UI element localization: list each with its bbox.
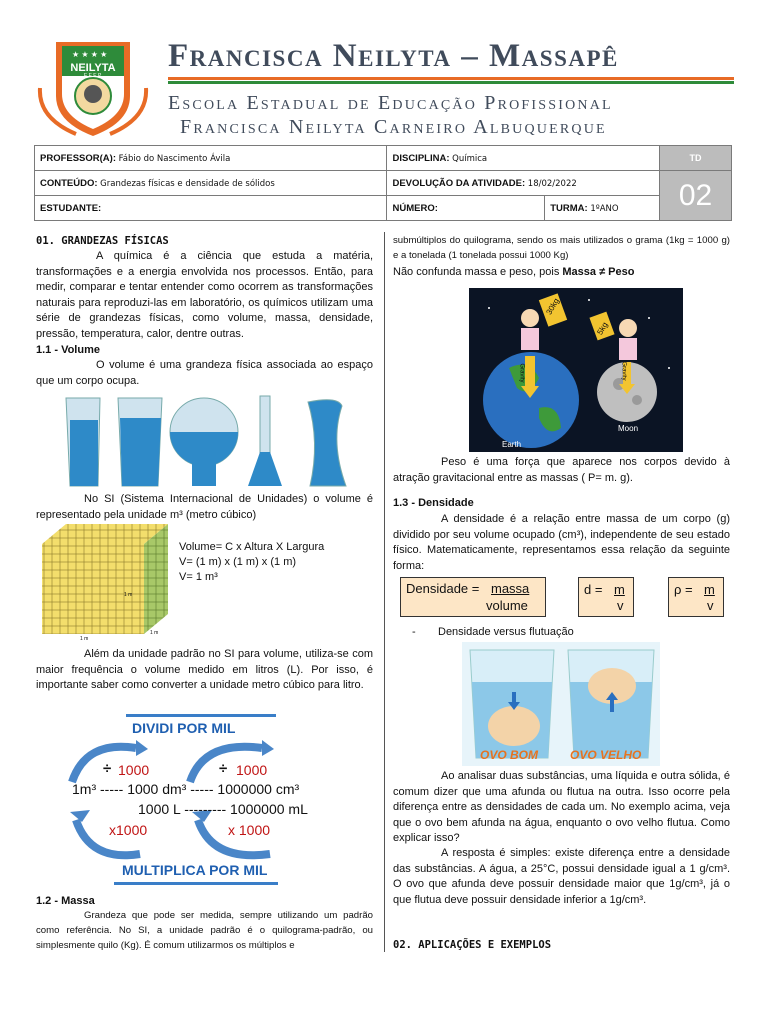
- column-divider: [384, 232, 385, 952]
- orange-stripe: [168, 77, 734, 80]
- devolucao-cell: DEVOLUÇÃO DA ATIVIDADE: 18/02/2022: [387, 171, 660, 196]
- section-1-heading: 01. GRANDEZAS FÍSICAS: [36, 235, 169, 247]
- td-label: TD: [660, 146, 732, 171]
- cube-label-depth: 1 m: [150, 630, 159, 636]
- info-table: [34, 145, 732, 221]
- turma-cell: TURMA: 1ºANO: [545, 196, 660, 221]
- page-title: Francisca Neilyta – Massapê: [168, 38, 619, 74]
- logo-name: NEILYTA: [70, 62, 116, 74]
- massa-peso-line: Não confunda massa e peso, pois Massa ≠ Peso: [393, 266, 635, 278]
- divide-sign-1: ÷: [103, 760, 112, 777]
- gravity-label-moon: Gravity: [620, 361, 627, 381]
- moon-label: Moon: [618, 424, 639, 433]
- school-logo: [36, 36, 150, 140]
- school-name-line1: Escola Estadual de Educação Profissional: [168, 92, 613, 114]
- submultiplos-paragraph: submúltiplos do quilograma, sendo os mais utilizados o grama (1kg = 1000 g) e a tonelada (1 tonelada possui 1000 Kg): [393, 235, 730, 261]
- td-number: 02: [660, 171, 732, 221]
- bullet-text: Densidade versus flutuação: [438, 626, 574, 638]
- earth-moon-image: [469, 288, 683, 452]
- densidade-paragraph: A densidade é a relação entre massa de um corpo (g) dividido por seu volume ocupado (cm³), independente de seu estado físico. Matematicamente, representamos essa relação da seguinte forma:: [393, 513, 730, 572]
- multiply-value-1: x1000: [109, 822, 148, 838]
- divide-label: DIVIDI POR MIL: [132, 720, 236, 736]
- conteudo-cell: CONTEÚDO: Grandezas físicas e densidade de sólidos: [35, 171, 387, 196]
- multiply-value-2: x 1000: [228, 822, 271, 838]
- formula-box-1: Densidade = massa volume: [400, 577, 546, 617]
- massa-heading: 1.2 - Massa: [36, 895, 95, 907]
- conversion-line-2: 1000 L --------- 1000000 mL: [138, 801, 308, 817]
- disciplina-cell: DISCIPLINA: Química: [387, 146, 660, 171]
- cubic-meter-image: [36, 522, 178, 642]
- gravity-label-earth: Gravity: [518, 363, 525, 383]
- green-stripe: [168, 81, 734, 84]
- conversion-line-1: 1m³ ----- 1000 dm³ ----- 1000000 cm³: [72, 781, 300, 797]
- professor-cell: PROFESSOR(A): Fábio do Nascimento Ávila: [35, 146, 387, 171]
- earth-label: Earth: [502, 440, 522, 449]
- weight-label-earth: 30kg: [544, 296, 561, 317]
- intro-paragraph: A química é a ciência que estuda a matéria, transformações e a energia envolvida nos processos. Então, para medir, comparar e tentar entender como ocorrem as transformações naturais para reproduzi-las em laboratório, os químicos utilizam uma série de grandezas físicas, como volume, massa, densidade, pressão, temperatura, calor, dentre outras.: [36, 250, 373, 340]
- peso-paragraph: Peso é uma força que aparece nos corpos devido à atração gravitacional entre as massas ( P= m. g).: [393, 456, 730, 484]
- glassware-image: [62, 392, 352, 490]
- weight-label-moon: 5kg: [595, 320, 610, 337]
- bullet-dash: -: [412, 626, 416, 638]
- logo-sub: E.E.E.P.: [83, 73, 103, 79]
- cube-formula-2: V= (1 m) x (1 m) x (1 m): [179, 556, 297, 568]
- cube-label-height: 1 m: [124, 592, 133, 598]
- formula-box-3: ρ = m v: [668, 577, 724, 617]
- divide-value-1: 1000: [118, 762, 150, 778]
- resposta-paragraph: A resposta é simples: existe diferença entre a densidade das substâncias. A água, a 25°C, possui densidade igual a 1 g/cm³. O ovo que afunda deve possuir densidade maior que 1g/cm³, já o que flutua deve possuir densidade inferior a 1g/cm³.: [393, 847, 730, 906]
- egg-old-label: OVO VELHO: [570, 748, 642, 762]
- svg-text:★ ★ ★ ★: ★ ★ ★ ★: [72, 50, 108, 59]
- divide-value-2: 1000: [236, 762, 268, 778]
- massa-paragraph: Grandeza que pode ser medida, sempre utilizando um padrão como referência. No SI, a unidade padrão é o quilograma-padrão, ou simplesmente quilo (Kg). É comum utilizarmos os múltiplos e: [36, 910, 373, 951]
- volume-paragraph: O volume é uma grandeza física associada ao espaço que um corpo ocupa.: [36, 359, 373, 387]
- flutuacao-paragraph: Ao analisar duas substâncias, uma líquida e outra sólida, é comum dizer que uma afunda ou flutua na outra. Isso ocorre pela diferença entre as densidades de cada um. No exemplo acima, veja que o ovo bem afunda na água, enquanto o ovo velho flutua. Como explicar isso?: [393, 770, 730, 844]
- egg-good-label: OVO BOM: [480, 748, 539, 762]
- cube-label-width: 1 m: [80, 636, 89, 642]
- formula-box-2: d = m v: [578, 577, 634, 617]
- section-2-heading: 02. APLICAÇÕES E EXEMPLOS: [393, 939, 552, 951]
- multiply-label: MULTIPLICA POR MIL: [122, 862, 268, 878]
- cube-formula-1: Volume= C x Altura X Largura: [179, 541, 325, 553]
- si-volume-paragraph: No SI (Sistema Internacional de Unidades) o volume é representado pela unidade m³ (metro cúbico): [36, 493, 373, 521]
- densidade-heading: 1.3 - Densidade: [393, 497, 474, 509]
- cube-formula-3: V= 1 m³: [179, 571, 218, 583]
- volume-heading: 1.1 - Volume: [36, 344, 100, 356]
- divide-sign-2: ÷: [219, 760, 228, 777]
- school-name-line2: Francisca Neilyta Carneiro Albuquerque: [180, 116, 607, 138]
- numero-field[interactable]: NÚMERO:: [387, 196, 545, 221]
- estudante-field[interactable]: ESTUDANTE:: [35, 196, 387, 221]
- litros-paragraph: Além da unidade padrão no SI para volume, utiliza-se com maior frequência o volume medido em litros (L). Por isso, é importante saber como converter a unidade metro cúbico para litro.: [36, 648, 373, 691]
